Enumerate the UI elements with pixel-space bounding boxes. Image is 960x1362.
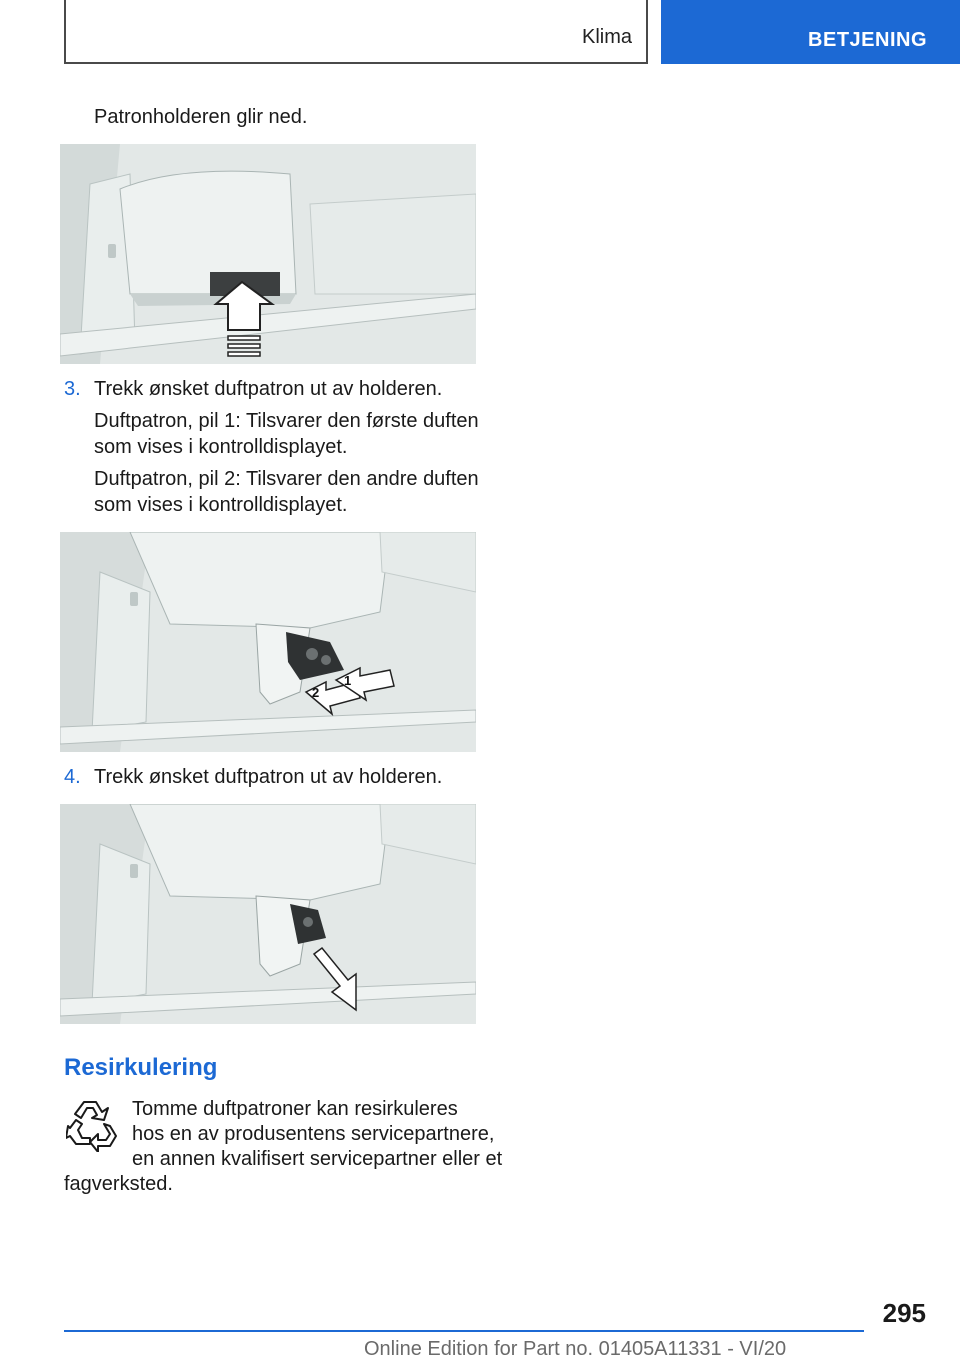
step-3-number: 3. bbox=[64, 378, 81, 400]
intro-text: Patronholderen glir ned. bbox=[94, 106, 308, 128]
step-3-note-1-line-1: Duftpatron, pil 1: Tilsvarer den første duften bbox=[94, 410, 479, 432]
figure-cartridge-removed bbox=[60, 804, 476, 1024]
recycling-text-line-1: Tomme duftpatroner kan resirkuleres bbox=[132, 1098, 458, 1120]
recycling-heading: Resirkulering bbox=[64, 1054, 218, 1081]
header-chapter-tab bbox=[661, 0, 960, 64]
recycle-icon bbox=[66, 1096, 118, 1152]
figure-cartridge-arrows-1-2 bbox=[60, 532, 476, 752]
header-chapter-title: BETJENING bbox=[808, 29, 927, 51]
header-section-title: Klima bbox=[581, 26, 632, 48]
step-4-number: 4. bbox=[64, 766, 81, 788]
step-3-note-2-line-2: som vises i kontrolldisplayet. bbox=[94, 494, 348, 516]
footer-edition: Online Edition for Part no. 01405A11331 - VI/20 bbox=[364, 1338, 787, 1360]
header-section-box bbox=[64, 0, 648, 64]
page-number: 295 bbox=[882, 1298, 926, 1328]
step-4-text: Trekk ønsket duftpatron ut av holderen. bbox=[94, 766, 443, 788]
recycling-text-line-2: hos en av produsentens servicepartnere, bbox=[132, 1123, 495, 1145]
step-3-note-2-line-1: Duftpatron, pil 2: Tilsvarer den andre duften bbox=[94, 468, 479, 490]
arrow-label-1: 1 bbox=[344, 673, 352, 688]
step-3-text: Trekk ønsket duftpatron ut av holderen. bbox=[94, 378, 443, 400]
step-3-note-1-line-2: som vises i kontrolldisplayet. bbox=[94, 436, 348, 458]
recycling-text-line-3: en annen kvalifisert servicepartner eller et bbox=[132, 1148, 503, 1170]
figure-holder-slides-down bbox=[60, 144, 476, 364]
footer-divider bbox=[64, 1330, 864, 1332]
arrow-label-2: 2 bbox=[312, 685, 320, 700]
recycling-text-line-4: fagverksted. bbox=[64, 1173, 173, 1195]
